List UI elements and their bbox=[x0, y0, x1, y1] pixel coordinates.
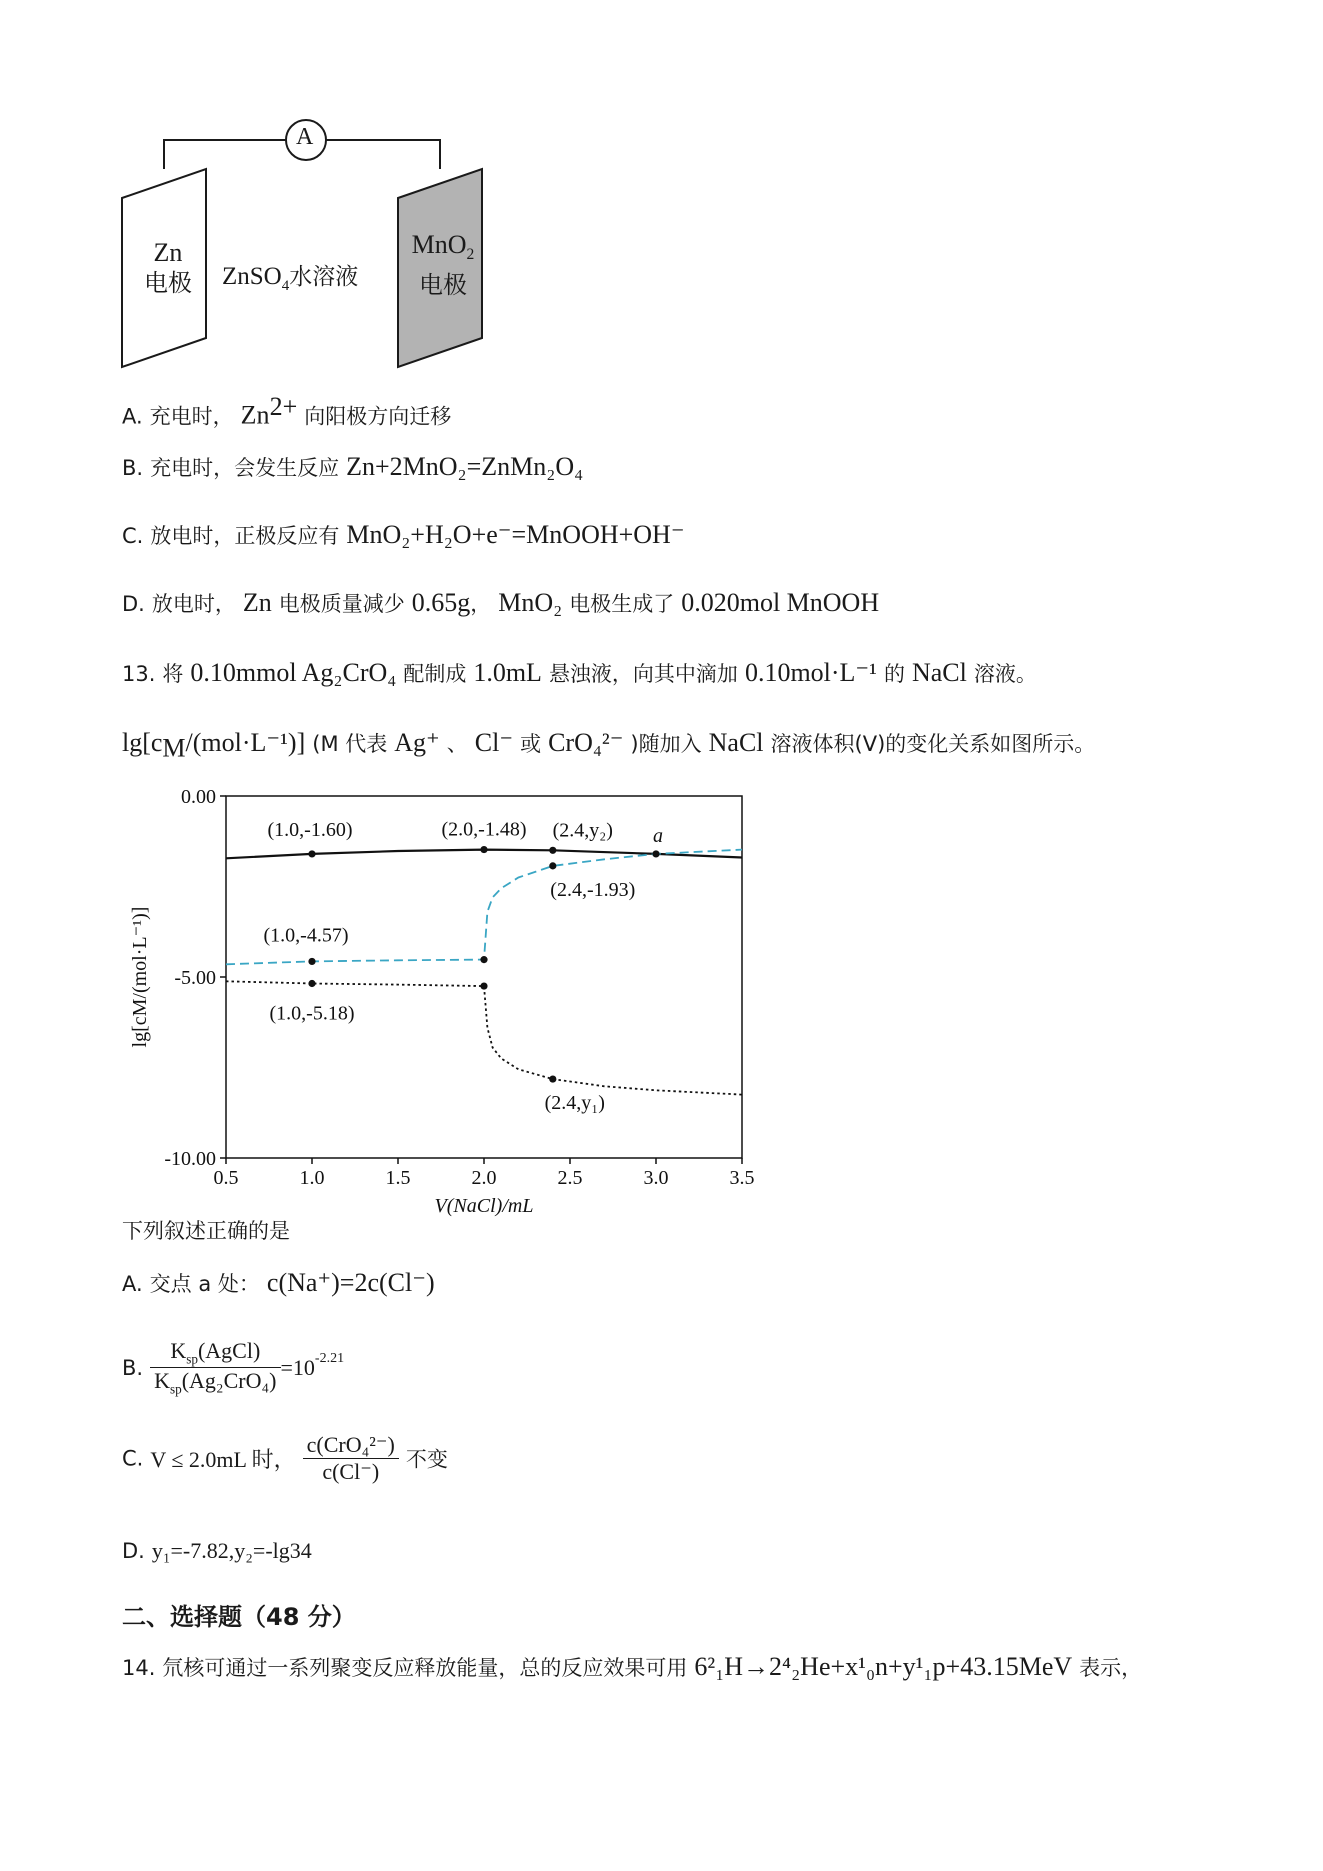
q13-option-c[interactable] bbox=[122, 1432, 448, 1485]
mass-value: 0.65g bbox=[411, 588, 471, 617]
ksp-sub: sp bbox=[186, 1351, 198, 1367]
stem-formula: /(mol·L⁻¹)] bbox=[185, 728, 306, 757]
section-title: 二、选择题（48 分） bbox=[122, 1603, 356, 1631]
stem-text: 配制成 bbox=[403, 662, 467, 686]
data-label: (1.0,-1.60) bbox=[267, 818, 353, 841]
stem-text: 、 bbox=[446, 732, 468, 756]
option-text: 充电时， bbox=[149, 404, 234, 429]
q12-option-c[interactable] bbox=[122, 520, 685, 550]
electrolyte-sub: 4 bbox=[281, 278, 290, 294]
equation: =10 bbox=[280, 1354, 315, 1380]
condition: V ≤ 2.0mL 时， bbox=[150, 1447, 296, 1472]
question-number: 13. bbox=[122, 662, 156, 686]
stem-formula: 0.10mol·L⁻¹ bbox=[744, 658, 877, 687]
q13-option-b[interactable] bbox=[122, 1338, 344, 1398]
option-text: 放电时， bbox=[151, 592, 236, 616]
series-line-3 bbox=[226, 981, 742, 1094]
mno2-label bbox=[408, 230, 478, 300]
data-point bbox=[480, 982, 487, 989]
mno2-sub: 2 bbox=[466, 246, 475, 264]
option-text: 交点 a 处： bbox=[149, 1272, 260, 1296]
data-point bbox=[652, 850, 659, 857]
option-text: 电极生成了 bbox=[569, 592, 675, 616]
equation: c(Na⁺)=2c(Cl⁻) bbox=[266, 1268, 435, 1297]
zn-label bbox=[138, 238, 198, 298]
ksp: K bbox=[154, 1368, 170, 1394]
ksp-species: (AgCl) bbox=[197, 1338, 261, 1363]
x-tick-label: 1.0 bbox=[299, 1167, 325, 1189]
data-label: (1.0,-4.57) bbox=[263, 924, 349, 947]
option-text: 电极质量减少 bbox=[278, 592, 405, 616]
wire bbox=[326, 140, 440, 169]
stem-formula: Ag⁺ bbox=[394, 728, 440, 757]
chart-svg bbox=[120, 785, 770, 1217]
series-line-2 bbox=[226, 850, 742, 965]
mno2-label-line1 bbox=[408, 230, 478, 270]
electrolyte-label bbox=[222, 258, 358, 295]
q12-option-d[interactable] bbox=[122, 588, 879, 618]
x-tick-label: 3.5 bbox=[729, 1167, 755, 1189]
option-label: A. bbox=[122, 1272, 143, 1296]
stem-formula: NaCl bbox=[911, 658, 967, 687]
electrolyte-formula: ZnSO bbox=[222, 263, 282, 290]
y-tick-label: -5.00 bbox=[174, 967, 216, 989]
equation: MnO₂+H₂O+e⁻=MnOOH+OH⁻ bbox=[346, 520, 685, 549]
y-axis-label: lg[cM/(mol·L⁻¹)] bbox=[129, 906, 151, 1048]
zn-label-line2: 电极 bbox=[144, 269, 192, 297]
cell-diagram bbox=[110, 110, 510, 370]
stem-text: 或 bbox=[520, 732, 542, 756]
data-point bbox=[549, 1075, 556, 1082]
stem-text: 悬浊液，向其中滴加 bbox=[548, 662, 738, 686]
q12-option-b[interactable] bbox=[122, 452, 583, 482]
zn-label-line1: Zn bbox=[153, 238, 183, 267]
stem-text: 的 bbox=[883, 662, 905, 686]
fraction-numerator: c(CrO₄²⁻) bbox=[303, 1432, 399, 1459]
x-tick-label: 1.5 bbox=[385, 1167, 411, 1189]
nuclear-equation: 6²₁H→2⁴₂He+x¹₀n+y¹₁p+43.15MeV bbox=[694, 1652, 1073, 1681]
fraction-denominator bbox=[150, 1368, 280, 1397]
amount-value: 0.020mol MnOOH bbox=[681, 588, 880, 617]
data-point bbox=[308, 980, 315, 987]
charge: 2+ bbox=[269, 392, 298, 421]
stem-text: 溶液。 bbox=[973, 662, 1037, 686]
option-label: C. bbox=[122, 1446, 144, 1471]
q13-stem-line1 bbox=[122, 658, 1037, 688]
data-label: (2.4,y₂) bbox=[552, 819, 613, 842]
q13-prompt: 下列叙述正确的是 bbox=[122, 1219, 290, 1243]
ksp-fraction bbox=[150, 1338, 280, 1398]
concentration-fraction bbox=[303, 1432, 399, 1485]
mno2-formula: MnO bbox=[411, 230, 467, 259]
q13-option-a[interactable] bbox=[122, 1268, 435, 1298]
stem-formula: Cl⁻ bbox=[474, 728, 514, 757]
zn-text: Zn bbox=[242, 588, 272, 617]
stem-sub: M bbox=[162, 733, 186, 763]
stem-formula: CrO₄²⁻ bbox=[548, 728, 624, 757]
ksp-species: (Ag₂CrO₄) bbox=[181, 1368, 277, 1394]
data-label: (2.0,-1.48) bbox=[441, 818, 527, 841]
stem-formula: 0.10mmol Ag₂CrO₄ bbox=[190, 658, 397, 687]
stem-text: 将 bbox=[162, 662, 184, 686]
mno2-text: MnO₂ bbox=[498, 588, 563, 617]
stem-text: 表示， bbox=[1079, 1656, 1143, 1680]
y-tick-label: -10.00 bbox=[164, 1148, 216, 1170]
stem-formula: 1.0mL bbox=[473, 658, 542, 687]
q12-option-a[interactable] bbox=[122, 392, 451, 430]
option-label: A. bbox=[122, 404, 143, 429]
species: Zn bbox=[240, 400, 270, 430]
option-label: B. bbox=[122, 1355, 144, 1380]
question-number: 14. bbox=[122, 1656, 156, 1680]
wire bbox=[164, 140, 286, 169]
option-label: B. bbox=[122, 456, 144, 480]
data-label: (2.4,y₁) bbox=[544, 1092, 605, 1115]
exponent: -2.21 bbox=[314, 1350, 345, 1366]
q13-stem-line2 bbox=[122, 728, 1095, 763]
fraction-numerator bbox=[150, 1338, 280, 1368]
x-tick-label: 3.0 bbox=[643, 1167, 669, 1189]
electrolyte-rest: 水溶液 bbox=[289, 264, 359, 290]
option-label: D. bbox=[122, 1539, 145, 1563]
option-tail: 向阳极方向迁移 bbox=[304, 404, 452, 429]
x-tick-label: 2.5 bbox=[557, 1167, 583, 1189]
y-tick-label: 0.00 bbox=[181, 786, 216, 808]
stem-text: (M 代表 bbox=[312, 732, 388, 756]
data-point bbox=[308, 958, 315, 965]
option-text: 充电时，会发生反应 bbox=[150, 456, 340, 480]
data-point bbox=[549, 862, 556, 869]
ammeter-label: A bbox=[296, 124, 314, 150]
data-label: (1.0,-5.18) bbox=[269, 1002, 355, 1025]
option-text: 放电时，正极反应有 bbox=[150, 524, 340, 548]
data-point bbox=[549, 847, 556, 854]
stem-formula: lg[c bbox=[122, 728, 163, 757]
data-point bbox=[308, 850, 315, 857]
data-point bbox=[480, 846, 487, 853]
x-tick-label: 2.0 bbox=[471, 1167, 497, 1189]
data-label: a bbox=[653, 824, 663, 847]
option-tail: 不变 bbox=[405, 1447, 448, 1472]
q13-option-d[interactable] bbox=[122, 1538, 312, 1564]
x-tick-label: 0.5 bbox=[213, 1167, 239, 1189]
stem-text: 氘核可通过一系列聚变反应释放能量，总的反应效果可用 bbox=[162, 1656, 688, 1680]
mno2-label-line2: 电极 bbox=[419, 271, 467, 300]
equation: Zn+2MnO₂=ZnMn₂O₄ bbox=[346, 452, 584, 481]
comma: ， bbox=[470, 592, 492, 616]
fraction-denominator: c(Cl⁻) bbox=[322, 1459, 380, 1484]
option-label: D. bbox=[122, 592, 145, 616]
q14-stem bbox=[122, 1652, 1142, 1682]
stem-text: 溶液体积(V)的变化关系如图所示。 bbox=[770, 732, 1096, 756]
data-point bbox=[480, 956, 487, 963]
option-label: C. bbox=[122, 524, 144, 548]
chart bbox=[120, 785, 770, 1217]
stem-text: )随加入 bbox=[630, 732, 702, 756]
ksp: K bbox=[170, 1338, 187, 1363]
data-label: (2.4,-1.93) bbox=[550, 878, 636, 901]
equation: y₁=-7.82,y₂=-lg34 bbox=[151, 1538, 312, 1563]
x-axis-label: V(NaCl)/mL bbox=[434, 1195, 534, 1217]
stem-formula: NaCl bbox=[708, 728, 764, 757]
ksp-sub: sp bbox=[169, 1381, 182, 1397]
